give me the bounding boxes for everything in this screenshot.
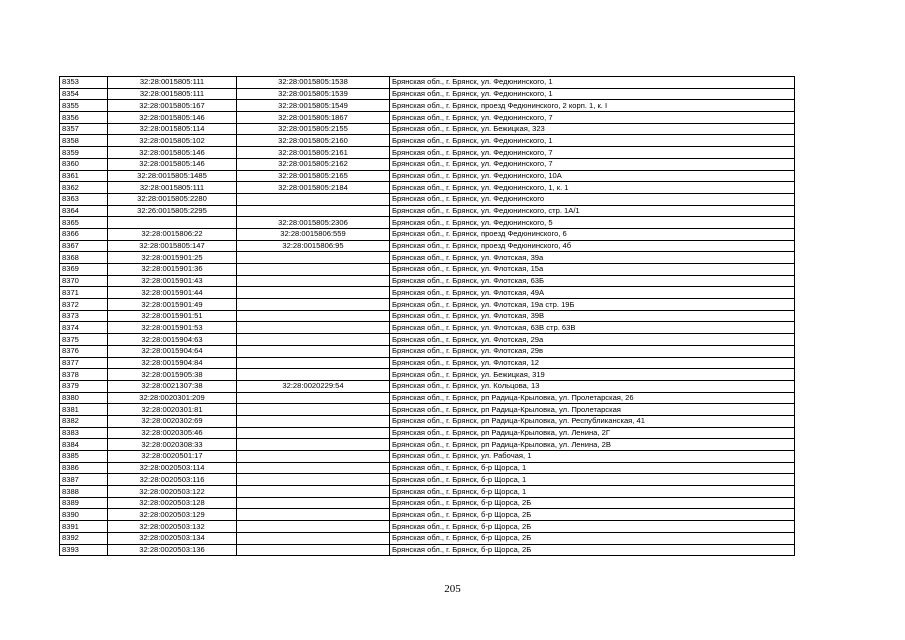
row-number-cell: 8393 xyxy=(60,544,108,556)
table-row xyxy=(60,123,795,135)
object-cadastral-number-cell xyxy=(237,345,390,357)
address-cell: Брянская обл., г. Брянск, ул. Флотская, 29а xyxy=(390,334,795,346)
cadastral-number-cell: 32:26:0015805:2295 xyxy=(108,205,237,217)
row-number-cell: 8378 xyxy=(60,369,108,381)
address-cell: Брянская обл., г. Брянск, ул. Федюнинского, 1 xyxy=(390,135,795,147)
object-cadastral-number-cell xyxy=(237,462,390,474)
object-cadastral-number-cell xyxy=(237,334,390,346)
cadastral-number-cell: 32:28:0020503:132 xyxy=(108,521,237,533)
table-row xyxy=(60,217,795,229)
cadastral-number-cell: 32:28:0020503:116 xyxy=(108,474,237,486)
cadastral-number-cell: 32:28:0015901:53 xyxy=(108,322,237,334)
cadastral-number-cell: 32:28:0015904:64 xyxy=(108,345,237,357)
object-cadastral-number-cell: 32:28:0015805:2161 xyxy=(237,147,390,159)
address-cell: Брянская обл., г. Брянск, ул. Федюнинского, 7 xyxy=(390,147,795,159)
cadastral-number-cell: 32:28:0015805:146 xyxy=(108,112,237,124)
row-number-cell: 8369 xyxy=(60,264,108,276)
row-number-cell: 8373 xyxy=(60,310,108,322)
address-cell: Брянская обл., г. Брянск, б-р Щорса, 1 xyxy=(390,462,795,474)
row-number-cell: 8368 xyxy=(60,252,108,264)
object-cadastral-number-cell: 32:28:0015805:1538 xyxy=(237,77,390,89)
cadastral-number-cell: 32:28:0020503:128 xyxy=(108,497,237,509)
object-cadastral-number-cell xyxy=(237,299,390,311)
object-cadastral-number-cell xyxy=(237,474,390,486)
address-cell: Брянская обл., г. Брянск, проезд Федюнинского, 4б xyxy=(390,240,795,252)
address-cell: Брянская обл., г. Брянск, ул. Флотская, 29в xyxy=(390,345,795,357)
table-row xyxy=(60,497,795,509)
table-row xyxy=(60,392,795,404)
address-cell: Брянская обл., г. Брянск, ул. Флотская, 63В стр. 63В xyxy=(390,322,795,334)
object-cadastral-number-cell: 32:28:0015805:1539 xyxy=(237,88,390,100)
row-number-cell: 8371 xyxy=(60,287,108,299)
address-cell: Брянская обл., г. Брянск, рп Радица-Крыловка, ул. Пролетарская xyxy=(390,404,795,416)
cadastral-number-cell: 32:28:0015901:51 xyxy=(108,310,237,322)
object-cadastral-number-cell: 32:28:0015805:1549 xyxy=(237,100,390,112)
cadastral-number-cell: 32:28:0015901:36 xyxy=(108,264,237,276)
row-number-cell: 8356 xyxy=(60,112,108,124)
object-cadastral-number-cell xyxy=(237,486,390,498)
row-number-cell: 8379 xyxy=(60,380,108,392)
row-number-cell: 8383 xyxy=(60,427,108,439)
registry-table-body xyxy=(60,77,795,556)
address-cell: Брянская обл., г. Брянск, ул. Федюнинского, 10А xyxy=(390,170,795,182)
cadastral-number-cell: 32:28:0015805:111 xyxy=(108,77,237,89)
address-cell: Брянская обл., г. Брянск, ул. Бежицкая, 323 xyxy=(390,123,795,135)
cadastral-number-cell: 32:28:0015904:84 xyxy=(108,357,237,369)
object-cadastral-number-cell: 32:28:0015805:2184 xyxy=(237,182,390,194)
object-cadastral-number-cell: 32:28:0015805:2160 xyxy=(237,135,390,147)
table-row xyxy=(60,299,795,311)
object-cadastral-number-cell: 32:28:0015805:2162 xyxy=(237,158,390,170)
cadastral-number-cell: 32:28:0015805:147 xyxy=(108,240,237,252)
address-cell: Брянская обл., г. Брянск, б-р Щорса, 2Б xyxy=(390,544,795,556)
row-number-cell: 8372 xyxy=(60,299,108,311)
table-row xyxy=(60,345,795,357)
object-cadastral-number-cell xyxy=(237,357,390,369)
cadastral-number-cell: 32:28:0020503:114 xyxy=(108,462,237,474)
table-row xyxy=(60,451,795,463)
address-cell: Брянская обл., г. Брянск, рп Радица-Крыловка, ул. Ленина, 2В xyxy=(390,439,795,451)
row-number-cell: 8385 xyxy=(60,451,108,463)
registry-table xyxy=(59,76,795,556)
row-number-cell: 8361 xyxy=(60,170,108,182)
row-number-cell: 8365 xyxy=(60,217,108,229)
table-row xyxy=(60,228,795,240)
object-cadastral-number-cell xyxy=(237,451,390,463)
object-cadastral-number-cell: 32:28:0015805:1867 xyxy=(237,112,390,124)
object-cadastral-number-cell xyxy=(237,415,390,427)
object-cadastral-number-cell xyxy=(237,427,390,439)
cadastral-number-cell: 32:28:0015901:49 xyxy=(108,299,237,311)
cadastral-number-cell: 32:28:0015901:44 xyxy=(108,287,237,299)
cadastral-number-cell: 32:28:0020503:134 xyxy=(108,532,237,544)
row-number-cell: 8392 xyxy=(60,532,108,544)
row-number-cell: 8358 xyxy=(60,135,108,147)
cadastral-number-cell: 32:28:0020308:33 xyxy=(108,439,237,451)
cadastral-number-cell: 32:28:0015904:63 xyxy=(108,334,237,346)
table-row xyxy=(60,193,795,205)
row-number-cell: 8353 xyxy=(60,77,108,89)
table-row xyxy=(60,322,795,334)
address-cell: Брянская обл., г. Брянск, ул. Кольцова, 13 xyxy=(390,380,795,392)
table-row xyxy=(60,287,795,299)
row-number-cell: 8354 xyxy=(60,88,108,100)
row-number-cell: 8364 xyxy=(60,205,108,217)
row-number-cell: 8387 xyxy=(60,474,108,486)
cadastral-number-cell: 32:28:0015805:114 xyxy=(108,123,237,135)
table-row xyxy=(60,100,795,112)
address-cell: Брянская обл., г. Брянск, ул. Флотская, 49А xyxy=(390,287,795,299)
row-number-cell: 8355 xyxy=(60,100,108,112)
object-cadastral-number-cell: 32:28:0020229:54 xyxy=(237,380,390,392)
object-cadastral-number-cell xyxy=(237,252,390,264)
table-row xyxy=(60,544,795,556)
row-number-cell: 8360 xyxy=(60,158,108,170)
object-cadastral-number-cell xyxy=(237,275,390,287)
table-row xyxy=(60,77,795,89)
table-row xyxy=(60,474,795,486)
address-cell: Брянская обл., г. Брянск, б-р Щорса, 2Б xyxy=(390,521,795,533)
table-row xyxy=(60,147,795,159)
address-cell: Брянская обл., г. Брянск, проезд Федюнинского, 2 корп. 1, к. I xyxy=(390,100,795,112)
cadastral-number-cell: 32:28:0020301:81 xyxy=(108,404,237,416)
table-row xyxy=(60,509,795,521)
row-number-cell: 8377 xyxy=(60,357,108,369)
address-cell: Брянская обл., г. Брянск, б-р Щорса, 2Б xyxy=(390,509,795,521)
object-cadastral-number-cell xyxy=(237,521,390,533)
cadastral-number-cell: 32:28:0020501:17 xyxy=(108,451,237,463)
table-row xyxy=(60,439,795,451)
cadastral-number-cell: 32:28:0020503:136 xyxy=(108,544,237,556)
row-number-cell: 8380 xyxy=(60,392,108,404)
table-row xyxy=(60,252,795,264)
address-cell: Брянская обл., г. Брянск, ул. Рабочая, 1 xyxy=(390,451,795,463)
row-number-cell: 8386 xyxy=(60,462,108,474)
row-number-cell: 8357 xyxy=(60,123,108,135)
table-row xyxy=(60,380,795,392)
object-cadastral-number-cell: 32:28:0015806:559 xyxy=(237,228,390,240)
page-number: 205 xyxy=(444,583,461,595)
address-cell: Брянская обл., г. Брянск, ул. Флотская, 19а стр. 19Б xyxy=(390,299,795,311)
cadastral-number-cell: 32:28:0015805:167 xyxy=(108,100,237,112)
address-cell: Брянская обл., г. Брянск, рп Радица-Крыловка, ул. Республиканская, 41 xyxy=(390,415,795,427)
address-cell: Брянская обл., г. Брянск, ул. Федюнинского, стр. 1А/1 xyxy=(390,205,795,217)
table-row xyxy=(60,486,795,498)
cadastral-number-cell: 32:28:0015805:146 xyxy=(108,147,237,159)
object-cadastral-number-cell xyxy=(237,310,390,322)
address-cell: Брянская обл., г. Брянск, ул. Федюнинского, 1 xyxy=(390,77,795,89)
object-cadastral-number-cell: 32:28:0015806:95 xyxy=(237,240,390,252)
object-cadastral-number-cell xyxy=(237,287,390,299)
table-row xyxy=(60,182,795,194)
address-cell: Брянская обл., г. Брянск, б-р Щорса, 1 xyxy=(390,474,795,486)
row-number-cell: 8390 xyxy=(60,509,108,521)
cadastral-number-cell: 32:28:0015805:146 xyxy=(108,158,237,170)
table-row xyxy=(60,158,795,170)
cadastral-number-cell: 32:28:0015901:43 xyxy=(108,275,237,287)
table-row xyxy=(60,275,795,287)
cadastral-number-cell: 32:28:0015805:111 xyxy=(108,88,237,100)
table-row xyxy=(60,369,795,381)
table-row xyxy=(60,264,795,276)
address-cell: Брянская обл., г. Брянск, рп Радица-Крыловка, ул. Ленина, 2Г xyxy=(390,427,795,439)
address-cell: Брянская обл., г. Брянск, б-р Щорса, 1 xyxy=(390,486,795,498)
cadastral-number-cell: 32:28:0015805:111 xyxy=(108,182,237,194)
object-cadastral-number-cell xyxy=(237,205,390,217)
cadastral-number-cell: 32:28:0020302:69 xyxy=(108,415,237,427)
cadastral-number-cell: 32:28:0015905:38 xyxy=(108,369,237,381)
address-cell: Брянская обл., г. Брянск, ул. Флотская, 39а xyxy=(390,252,795,264)
cadastral-number-cell: 32:28:0020503:122 xyxy=(108,486,237,498)
table-row xyxy=(60,112,795,124)
object-cadastral-number-cell: 32:28:0015805:2165 xyxy=(237,170,390,182)
cadastral-number-cell xyxy=(108,217,237,229)
object-cadastral-number-cell xyxy=(237,322,390,334)
address-cell: Брянская обл., г. Брянск, ул. Флотская, 12 xyxy=(390,357,795,369)
object-cadastral-number-cell xyxy=(237,264,390,276)
cadastral-number-cell: 32:28:0015805:102 xyxy=(108,135,237,147)
object-cadastral-number-cell xyxy=(237,369,390,381)
cadastral-number-cell: 32:28:0015901:25 xyxy=(108,252,237,264)
row-number-cell: 8374 xyxy=(60,322,108,334)
address-cell: Брянская обл., г. Брянск, ул. Флотская, 15а xyxy=(390,264,795,276)
address-cell: Брянская обл., г. Брянск, ул. Федюнинского, 1 xyxy=(390,88,795,100)
object-cadastral-number-cell xyxy=(237,193,390,205)
table-row xyxy=(60,334,795,346)
row-number-cell: 8391 xyxy=(60,521,108,533)
row-number-cell: 8363 xyxy=(60,193,108,205)
table-row xyxy=(60,240,795,252)
cadastral-number-cell: 32:28:0020301:209 xyxy=(108,392,237,404)
row-number-cell: 8384 xyxy=(60,439,108,451)
row-number-cell: 8370 xyxy=(60,275,108,287)
row-number-cell: 8388 xyxy=(60,486,108,498)
address-cell: Брянская обл., г. Брянск, ул. Федюнинского xyxy=(390,193,795,205)
object-cadastral-number-cell xyxy=(237,532,390,544)
address-cell: Брянская обл., г. Брянск, ул. Бежицкая, 319 xyxy=(390,369,795,381)
row-number-cell: 8366 xyxy=(60,228,108,240)
address-cell: Брянская обл., г. Брянск, ул. Флотская, 39В xyxy=(390,310,795,322)
row-number-cell: 8389 xyxy=(60,497,108,509)
table-row xyxy=(60,135,795,147)
address-cell: Брянская обл., г. Брянск, проезд Федюнинского, 6 xyxy=(390,228,795,240)
table-row xyxy=(60,88,795,100)
object-cadastral-number-cell xyxy=(237,392,390,404)
table-row xyxy=(60,205,795,217)
cadastral-number-cell: 32:28:0020305:46 xyxy=(108,427,237,439)
object-cadastral-number-cell xyxy=(237,497,390,509)
table-row xyxy=(60,532,795,544)
table-row xyxy=(60,310,795,322)
object-cadastral-number-cell xyxy=(237,509,390,521)
row-number-cell: 8359 xyxy=(60,147,108,159)
address-cell: Брянская обл., г. Брянск, ул. Федюнинского, 7 xyxy=(390,158,795,170)
address-cell: Брянская обл., г. Брянск, рп Радица-Крыловка, ул. Пролетарская, 26 xyxy=(390,392,795,404)
cadastral-number-cell: 32:28:0020503:129 xyxy=(108,509,237,521)
row-number-cell: 8381 xyxy=(60,404,108,416)
address-cell: Брянская обл., г. Брянск, ул. Флотская, 63Б xyxy=(390,275,795,287)
table-row xyxy=(60,357,795,369)
object-cadastral-number-cell: 32:28:0015805:2155 xyxy=(237,123,390,135)
address-cell: Брянская обл., г. Брянск, ул. Федюнинского, 1, к. 1 xyxy=(390,182,795,194)
cadastral-number-cell: 32:28:0015805:2280 xyxy=(108,193,237,205)
row-number-cell: 8375 xyxy=(60,334,108,346)
cadastral-number-cell: 32:28:0015806:22 xyxy=(108,228,237,240)
table-row xyxy=(60,415,795,427)
table-row xyxy=(60,427,795,439)
row-number-cell: 8382 xyxy=(60,415,108,427)
object-cadastral-number-cell xyxy=(237,404,390,416)
address-cell: Брянская обл., г. Брянск, ул. Федюнинского, 7 xyxy=(390,112,795,124)
row-number-cell: 8367 xyxy=(60,240,108,252)
cadastral-number-cell: 32:28:0021307:38 xyxy=(108,380,237,392)
table-row xyxy=(60,170,795,182)
table-row xyxy=(60,462,795,474)
address-cell: Брянская обл., г. Брянск, б-р Щорса, 2Б xyxy=(390,497,795,509)
object-cadastral-number-cell xyxy=(237,544,390,556)
table-row xyxy=(60,404,795,416)
row-number-cell: 8376 xyxy=(60,345,108,357)
address-cell: Брянская обл., г. Брянск, ул. Федюнинского, 5 xyxy=(390,217,795,229)
row-number-cell: 8362 xyxy=(60,182,108,194)
object-cadastral-number-cell: 32:28:0015805:2306 xyxy=(237,217,390,229)
address-cell: Брянская обл., г. Брянск, б-р Щорса, 2Б xyxy=(390,532,795,544)
object-cadastral-number-cell xyxy=(237,439,390,451)
table-row xyxy=(60,521,795,533)
cadastral-number-cell: 32:28:0015805:1485 xyxy=(108,170,237,182)
